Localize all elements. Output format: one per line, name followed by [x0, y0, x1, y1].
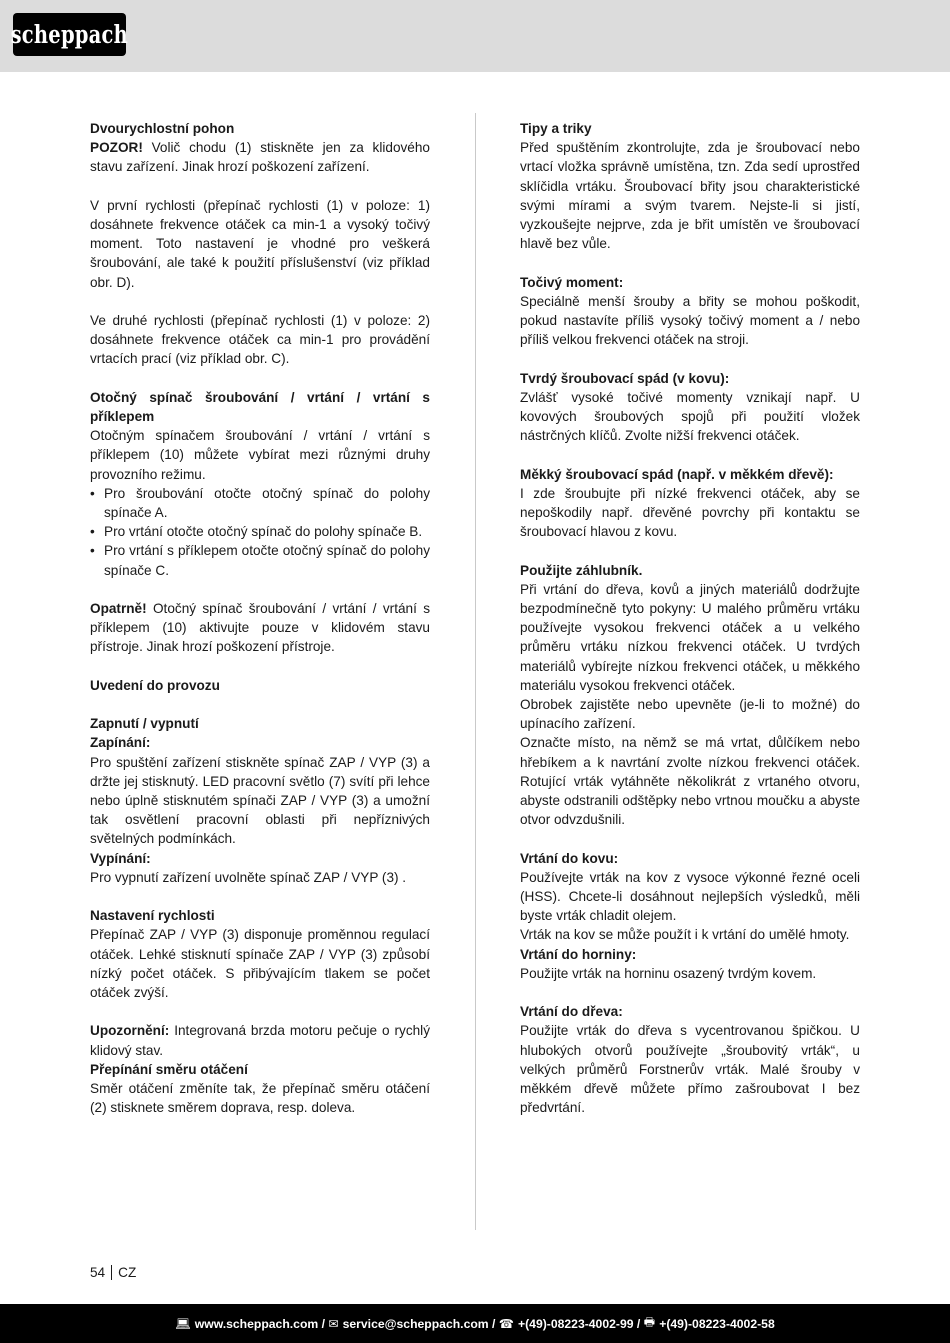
section-text: Speciálně menší šrouby a břity se mohou poškodit, pokud nastavíte příliš vysoký točivý moment a / nebo příliš velkou frekvenci otáček na stroji.	[520, 293, 860, 348]
list-item: • Pro vrtání otočte otočný spínač do polohy spínače B.	[90, 522, 430, 541]
section-title: Uvedení do provozu	[90, 677, 220, 693]
section-title: Tvrdý šroubovací spád (v kovu):	[520, 370, 730, 386]
footer-phone: +(49)-08223-4002-99 /	[517, 1316, 641, 1331]
footer-fax: +(49)-08223-4002-58	[659, 1316, 775, 1331]
section-text: Před spuštěním zkontrolujte, zda je šroubovací nebo vrtací vložka správně umístěna, tzn. Zda sedí uprostřed sklíčidla vrtáku. Šroubovací břity jsou charakteristické svými mírami a svým tvarem. Nejste-li si jistí, vyzkoušejte nejprve, zda je břit umístěn ve šroubovací hlavě bez vůle.	[520, 140, 860, 252]
section-torque	[520, 273, 860, 350]
logo-text: scheppach	[10, 20, 129, 49]
list-item: • Pro šroubování otočte otočný spínač do polohy spínače A.	[90, 484, 430, 522]
right-column	[520, 119, 860, 1117]
section-two-speed	[90, 119, 430, 177]
section-text: POZOR! Volič chodu (1) stiskněte jen za klidového stavu zařízení. Jinak hrozí poškození zařízení.	[90, 140, 430, 175]
section-title: Vrtání do kovu:	[520, 850, 619, 866]
paragraph-caution	[90, 599, 430, 657]
subsection-title: Zapínání:	[90, 735, 151, 751]
section-text: Upozornění: Integrovaná brzda motoru pečuje o rychlý klidový stav.	[90, 1023, 430, 1058]
section-title: Točivý moment:	[520, 274, 624, 290]
section-speed-setting	[90, 906, 430, 1002]
section-title: Dvourychlostní pohon	[90, 121, 235, 136]
computer-icon: 💻︎	[175, 1316, 191, 1331]
warning-label: Upozornění:	[90, 1023, 170, 1039]
section-hard-joint	[520, 369, 860, 446]
section-text: Zvlášť vysoké točivé momenty vznikají např. U kovových šroubových spojů při použití vložek nástrčných klíčů. Zvolte nižší frekvenci otáček.	[520, 389, 860, 444]
section-title: Vrtání do dřeva:	[520, 1004, 623, 1020]
section-text: Použijte vrták na horninu osazený tvrdým kovem.	[520, 965, 817, 981]
section-text: Směr otáčení změníte tak, že přepínač směru otáčení (2) stisknete směrem doprava, resp. doleva.	[90, 1081, 430, 1116]
left-column	[90, 119, 430, 1117]
footer-bar	[0, 1304, 950, 1343]
section-title: Nastavení rychlosti	[90, 908, 215, 924]
section-tips	[520, 119, 860, 253]
section-on-off	[90, 714, 430, 887]
section-title: Tipy a triky	[520, 121, 592, 136]
section-text: Použijte vrták do dřeva s vycentrovanou špičkou. U hlubokých otvorů používejte „šroubovitý vrták“, u velkých průměrů Forstnerův vrták. Malé šrouby v měkkém dřevě můžete přímo zašroubovat I bez předvrtání.	[520, 1023, 860, 1116]
section-text: Opatrně! Otočný spínač šroubování / vrtání / vrtání s příklepem (10) aktivujte pouze v klidovém stavu přístroje. Jinak hrozí poškození přístroje.	[90, 601, 430, 655]
section-title: Otočný spínač šroubování / vrtání / vrtání s příklepem	[90, 389, 430, 424]
section-text: Otočným spínačem šroubování / vrtání / vrtání s příklepem (10) můžete vybírat mezi různými druhy provozního režimu.	[90, 428, 430, 482]
list-item: • Pro vrtání s příklepem otočte otočný spínač do polohy spínače C.	[90, 541, 430, 579]
phone-icon: ☎︎	[498, 1316, 514, 1331]
fax-icon: 🖶︎	[643, 1315, 656, 1329]
section-commissioning	[90, 676, 430, 695]
footer-email-link[interactable]: service@scheppach.com /	[342, 1316, 496, 1331]
subsection-title: Vypínání:	[90, 850, 151, 866]
page-number	[90, 1265, 136, 1280]
page-number-value: 54	[90, 1265, 106, 1280]
section-text: Vrták na kov se může použít i k vrtání do umělé hmoty.	[520, 927, 850, 943]
section-notice-direction	[90, 1021, 430, 1117]
scheppach-logo	[10, 13, 129, 56]
section-text: Používejte vrták na kov z vysoce výkonné řezné oceli (HSS). Chcete-li dosáhnout nejlepších výsledků, měli byste vrták chladit olejem.	[520, 869, 860, 924]
warning-label: Opatrně!	[90, 601, 147, 617]
section-title: Měkký šroubovací spád (např. v měkkém dřevě):	[520, 466, 834, 482]
section-text: V první rychlosti (přepínač rychlosti (1) v poloze: 1) dosáhnete frekvence otáček ca min-1 a vysoký točivý moment. Toto nastavení je vhodné pro veškerá šroubování, ale také k použití příslušenství (viz příklad obr. D).	[90, 197, 430, 290]
section-metal-drilling	[520, 849, 860, 983]
mode-list	[90, 484, 430, 580]
section-text: Obrobek zajistěte nebo upevněte (je-li to možné) do upínacího zařízení.	[520, 697, 860, 732]
section-mode-switch	[90, 388, 430, 580]
email-icon: ✉︎	[328, 1316, 339, 1331]
section-text: I zde šroubujte při nízké frekvenci otáček, aby se nepoškodily např. dřevěné povrchy při kontaktu se šroubovací hlavou z kovu.	[520, 485, 860, 540]
section-wood-drilling	[520, 1002, 860, 1117]
section-title: Použijte záhlubník.	[520, 562, 643, 578]
section-text: Přepínač ZAP / VYP (3) disponuje proměnnou regulací otáček. Lehké stisknutí spínače ZAP / VYP (3) způsobí nízký počet otáček. S přibývajícím tlakem se počet otáček zvýší.	[90, 927, 430, 1001]
footer-web-link[interactable]: www.scheppach.com /	[194, 1316, 325, 1331]
header-band	[0, 0, 950, 72]
column-divider	[475, 113, 476, 1230]
section-text: Ve druhé rychlosti (přepínač rychlosti (1) v poloze: 2) dosáhnete frekvence otáček ca min-1 pro provádění vrtacích prací (viz příklad obr. C).	[90, 313, 430, 367]
section-text: Pro vypnutí zařízení uvolněte spínač ZAP / VYP (3) .	[90, 869, 407, 885]
section-soft-joint	[520, 465, 860, 542]
section-text: Označte místo, na němž se má vrtat, důlčíkem nebo hřebíkem a k navrtání zvolte nízkou frekvenci otáček. Rotující vrták vytáhněte několikrát z vrtaného otvoru, abyste odstranili odštěpky nebo vrtnou moučku a abyste otvor odvzdušnili.	[520, 735, 860, 828]
section-title: Zapnutí / vypnutí	[90, 716, 199, 732]
subsection-title: Přepínání směru otáčení	[90, 1061, 248, 1077]
warning-label: POZOR!	[90, 140, 143, 156]
section-text: Při vrtání do dřeva, kovů a jiných materiálů dodržujte bezpodmínečně tyto pokyny: U malého průměru vrtáku používejte vysokou frekvenci otáček a u velkého průměru vrtáku nízkou frekvenci otáček. U tvrdých materiálů vybírejte nízkou frekvenci otáček, u měkkého materiálu vysokou frekvenci otáček.	[520, 581, 860, 693]
section-countersink	[520, 561, 860, 830]
section-title: Vrtání do horniny:	[520, 946, 637, 962]
paragraph-first-speed	[90, 196, 430, 292]
paragraph-second-speed	[90, 311, 430, 369]
page-language: CZ	[118, 1265, 137, 1280]
page-number-separator	[111, 1265, 112, 1280]
section-text: Pro spuštění zařízení stiskněte spínač ZAP / VYP (3) a držte jej stisknutý. LED pracovní světlo (7) svítí při lehce nebo úplně stisknutém spínači ZAP / VYP (3) a umožní tak osvětlení pracovní oblasti při nepříznivých světelných podmínkách.	[90, 754, 430, 847]
